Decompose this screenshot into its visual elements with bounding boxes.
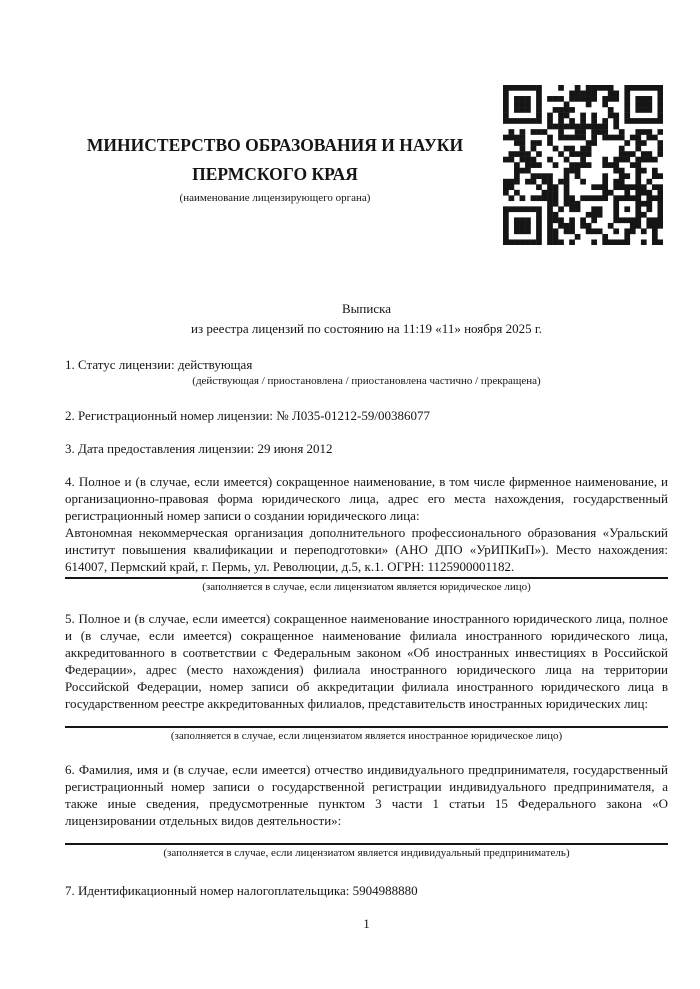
item-1-license-status: [65, 356, 668, 390]
item-4-answer: Автономная некоммерческая организация дополнительного профессионального образования «Уральский институт повышения квалификации и переподготовки» (АНО ДПО «УрИПКиП»). Место нахождения: 614007, Пермский край, г. Пермь, ул. Революции, д.5, к.1. ОГРН: 1125900001182.: [65, 525, 668, 574]
item-4-legal-entity: [65, 473, 668, 596]
item-5-foreign-entity: [65, 610, 668, 745]
item-4-question: 4. Полное и (в случае, если имеется) сокращенное наименование, в том числе фирменное наименование, и организационно-правовая форма юридического лица, адрес его места нахождения, государственный регистрационный номер записи о создании юридического лица:: [65, 474, 668, 523]
item-6-answer: [65, 829, 668, 841]
ministry-caption: (наименование лицензирующего органа): [179, 192, 371, 204]
document-title-line1: Выписка: [342, 301, 391, 316]
page-number: 1: [363, 916, 370, 931]
item-6-question: 6. Фамилия, имя и (в случае, если имеется) отчество индивидуального предпринимателя, государственный регистрационный номер записи о государственной регистрации индивидуального предпринимателя, а также иные сведения, предусмотренные пунктом 3 части 1 статьи 15 Федерального закона «О лицензировании отдельных видов деятельности»:: [65, 762, 668, 828]
item-7-taxpayer-number: 7. Идентификационный номер налогоплательщика: 5904988880: [65, 883, 418, 898]
item-4-caption: (заполняется в случае, если лицензиатом является юридическое лицо): [202, 581, 531, 593]
item-5-answer: [65, 712, 668, 724]
ministry-name-line2: ПЕРМСКОГО КРАЯ: [192, 164, 358, 184]
ministry-name: [65, 131, 485, 189]
document-title-line2: из реестра лицензий по состоянию на 11:19 «11» ноября 2025 г.: [191, 321, 542, 336]
qr-code: [503, 85, 663, 245]
document-title: [65, 299, 668, 339]
item-6-caption: (заполняется в случае, если лицензиатом является индивидуальный предприниматель): [163, 847, 570, 859]
item-3-grant-date: 3. Дата предоставления лицензии: 29 июня 2012: [65, 441, 333, 456]
item-2-registration-number: 2. Регистрационный номер лицензии: № Л035-01212-59/00386077: [65, 408, 431, 423]
item-5-question: 5. Полное и (в случае, если имеется) сокращенное наименование иностранного юридического лица, полное и (в случае, если имеется) сокращенное наименование филиала иностранного юридического лица, аккредитованного в соответствии с Федеральным законом «Об иностранных инвестициях в Российской Федерации», адрес (место нахождения) филиала иностранного юридического лица на территории Российской Федерации, номер записи об аккредитации филиала иностранного юридического лица в государственном реестре аккредитованных филиалов, представительств иностранных юридических лиц:: [65, 611, 668, 711]
ministry-name-line1: МИНИСТЕРСТВО ОБРАЗОВАНИЯ И НАУКИ: [86, 135, 464, 155]
item-5-caption: (заполняется в случае, если лицензиатом является иностранное юридическое лицо): [170, 730, 563, 742]
item-1-text: 1. Статус лицензии: действующая: [65, 357, 253, 372]
item-1-caption: (действующая / приостановлена / приостановлена частично / прекращена): [192, 375, 541, 387]
item-6-individual-entrepreneur: [65, 761, 668, 862]
